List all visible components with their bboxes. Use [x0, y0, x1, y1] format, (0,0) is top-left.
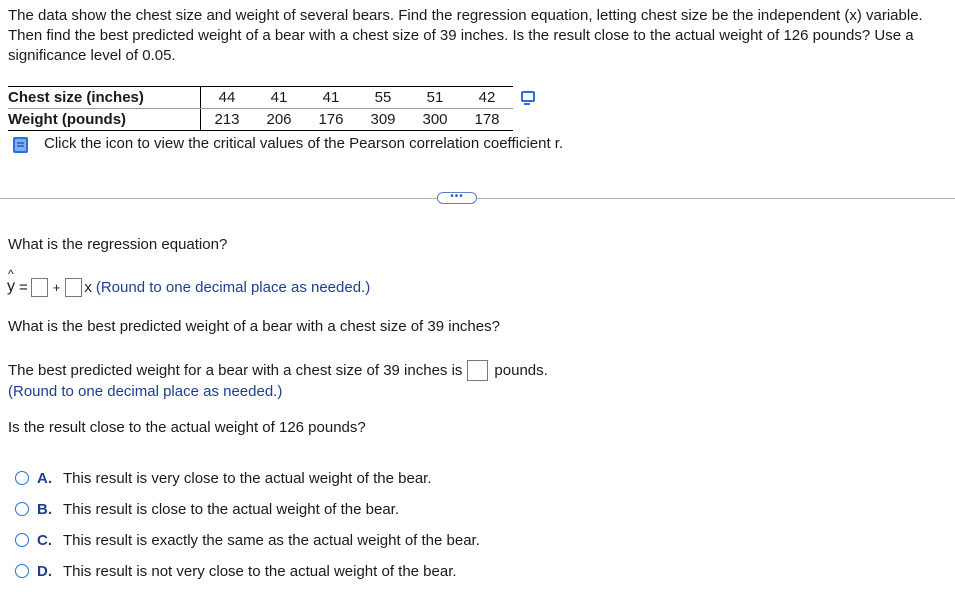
table-row-weight	[8, 109, 545, 131]
option-d[interactable]	[15, 560, 457, 582]
question-regression-equation: What is the regression equation?	[8, 236, 228, 253]
answer-prefix: The best predicted weight for a bear with a chest size of 39 inches is	[8, 361, 463, 379]
predicted-weight-row	[8, 358, 548, 382]
problem-statement: The data show the chest size and weight of several bears. Find the regression equation, letting chest size be the independent (x) variable. Then find the best predicted weight of a bear with a chest size of 39 inches. Is the result close to the actual weight of 126 pounds? Use a significance level of 0.05.	[8, 7, 923, 64]
radio-button[interactable]	[15, 564, 29, 578]
equals-sign: =	[19, 278, 28, 296]
chest-value: 42	[461, 87, 513, 109]
radio-button[interactable]	[15, 502, 29, 516]
weight-value: 178	[461, 109, 513, 131]
option-letter: A.	[37, 469, 52, 487]
table-row-chest	[8, 87, 545, 109]
option-c[interactable]	[15, 529, 480, 551]
data-table	[8, 86, 545, 131]
option-text[interactable]: This result is not very close to the actual weight of the bear.	[63, 562, 457, 580]
copy-data-button[interactable]	[513, 87, 545, 109]
copy-icon[interactable]	[521, 91, 535, 102]
chest-value: 41	[253, 87, 305, 109]
weight-value: 176	[305, 109, 357, 131]
option-letter: C.	[37, 531, 52, 549]
option-text[interactable]: This result is close to the actual weight of the bear.	[63, 500, 400, 518]
regression-equation-row	[7, 267, 371, 298]
question-closeness: Is the result close to the actual weight of 126 pounds?	[8, 419, 366, 436]
chest-value: 44	[201, 87, 254, 109]
chest-value: 41	[305, 87, 357, 109]
divider	[0, 198, 955, 199]
more-button[interactable]: •••	[437, 192, 477, 204]
weight-value: 213	[201, 109, 254, 131]
hat-symbol: ^	[8, 267, 14, 281]
intercept-input[interactable]	[31, 278, 48, 297]
option-letter: D.	[37, 562, 52, 580]
y-symbol: y	[7, 278, 15, 295]
option-text[interactable]: This result is very close to the actual weight of the bear.	[63, 469, 432, 487]
book-icon[interactable]	[11, 136, 31, 154]
radio-button[interactable]	[15, 533, 29, 547]
question-predicted-weight: What is the best predicted weight of a bear with a chest size of 39 inches?	[8, 318, 500, 335]
option-letter: B.	[37, 500, 52, 518]
plus-sign: +	[52, 279, 61, 295]
x-variable: x	[84, 278, 92, 296]
chest-value: 51	[409, 87, 461, 109]
weight-value: 300	[409, 109, 461, 131]
y-hat-symbol	[7, 267, 17, 296]
option-a[interactable]	[15, 467, 432, 489]
option-text[interactable]: This result is exactly the same as the actual weight of the bear.	[63, 531, 480, 549]
weight-value: 309	[357, 109, 409, 131]
empty-cell	[513, 109, 545, 131]
row-label-chest: Chest size (inches)	[8, 87, 201, 109]
rounding-hint: (Round to one decimal place as needed.)	[8, 383, 283, 400]
weight-value: 206	[253, 109, 305, 131]
radio-button[interactable]	[15, 471, 29, 485]
answer-suffix: pounds.	[494, 361, 548, 379]
rounding-hint: (Round to one decimal place as needed.)	[95, 278, 371, 296]
critical-values-link[interactable]: Click the icon to view the critical values of the Pearson correlation coefficient r.	[44, 135, 564, 152]
slope-input[interactable]	[65, 278, 82, 297]
option-b[interactable]	[15, 498, 399, 520]
predicted-weight-input[interactable]	[467, 360, 488, 381]
row-label-weight: Weight (pounds)	[8, 109, 201, 131]
chest-value: 55	[357, 87, 409, 109]
